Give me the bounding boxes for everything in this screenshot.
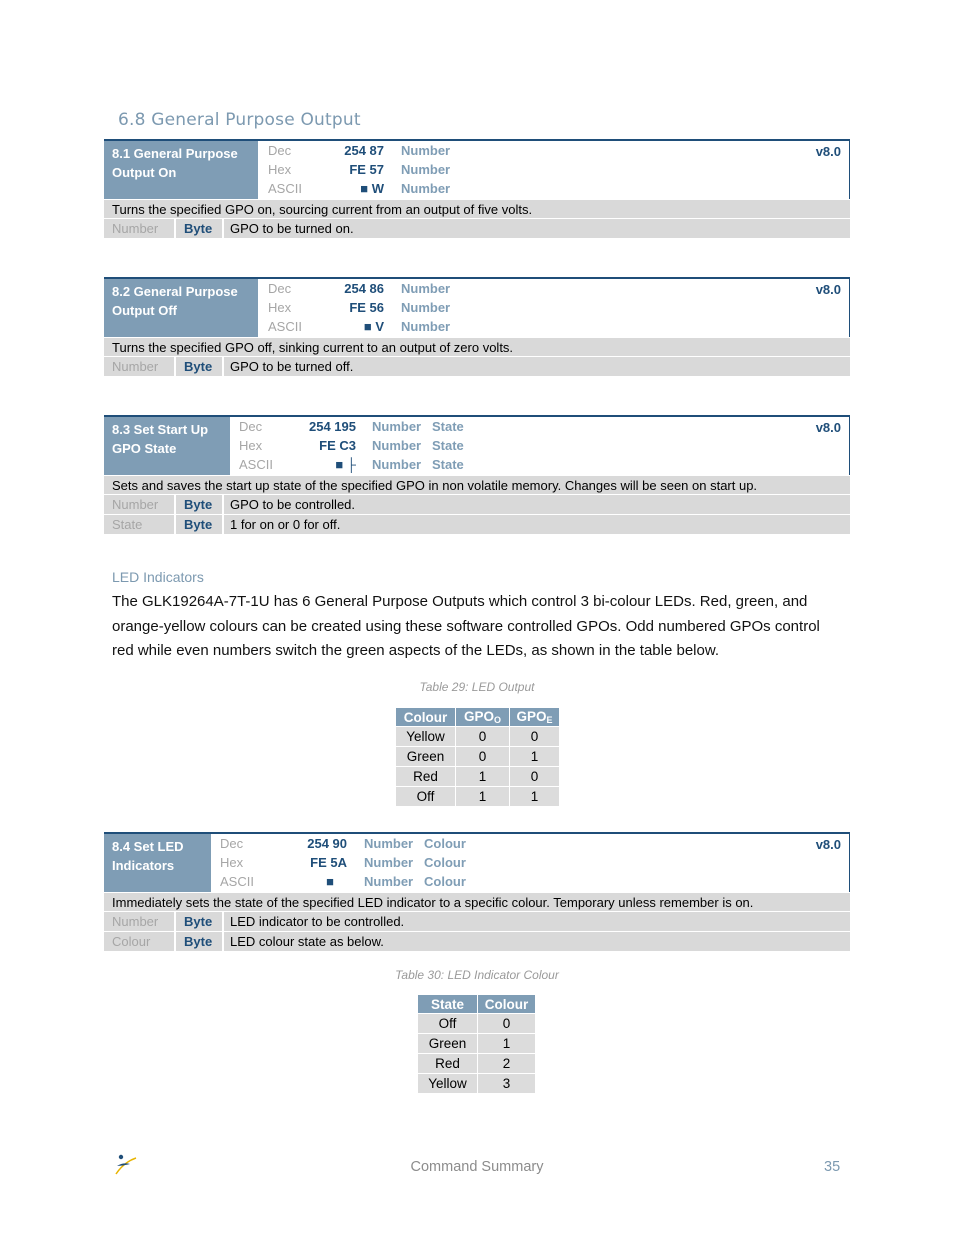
cell: 0 [456,727,510,747]
col-state: State [418,995,478,1014]
param-state: State [432,457,464,472]
footer-title: Command Summary [410,1159,544,1175]
command-header [104,415,850,475]
led-indicators-heading: LED Indicators [112,569,204,585]
command-header [104,277,850,337]
command-block-gpo-on [104,139,850,239]
param-name: State [104,515,176,534]
param-number: Number [372,438,422,453]
header-text: GPO [516,709,547,724]
param-name: Number [104,912,176,931]
cell: Yellow [396,727,456,747]
title-line-2: Output On [112,165,177,180]
param-desc: GPO to be controlled. [230,497,356,512]
col-colour: Colour [478,995,536,1014]
ascii-label: ASCII [220,874,254,889]
title-line-1: 8.3 Set Start Up [112,422,209,437]
param-colour: Colour [424,855,466,870]
param-type: Byte [176,515,224,534]
hex-label: Hex [220,855,244,870]
param-desc: LED colour state as below. [230,934,384,949]
cell: 0 [510,727,560,747]
table-row [396,747,560,767]
cell: Red [418,1054,478,1074]
param-number: Number [401,300,451,315]
command-description: Sets and saves the start up state of the specified GPO in non volatile memory. Changes will be seen on start up. [104,476,850,495]
table-row [418,1054,536,1074]
param-type: Byte [176,357,224,376]
cell: Green [418,1034,478,1054]
param-row [104,515,850,535]
cell: 1 [456,787,510,807]
version-label: v8.0 [815,144,841,159]
param-row [104,219,850,239]
param-number: Number [401,281,451,296]
title-line-2: Output Off [112,303,177,318]
version-label: v8.0 [815,420,841,435]
col-colour [396,708,456,727]
cell: 3 [478,1074,536,1094]
param-desc: GPO to be turned off. [230,359,354,374]
param-number: Number [401,319,451,334]
param-row [104,932,850,952]
hex-label: Hex [268,300,292,315]
param-state: State [432,438,464,453]
version-label: v8.0 [815,282,841,297]
table-row [418,1034,536,1054]
param-name: Number [104,219,176,238]
param-type: Byte [176,495,224,514]
command-header [104,832,850,892]
param-desc: 1 for on or 0 for off. [230,517,341,532]
hex-label: Hex [239,438,263,453]
header-subscript: O [494,715,502,725]
table-row [418,1074,536,1094]
command-header [104,139,850,199]
param-row [104,912,850,932]
cell: Yellow [418,1074,478,1094]
cell: 0 [510,767,560,787]
command-description: Immediately sets the state of the specified LED indicator to a specific colour. Temporary unless remember is on. [104,893,850,912]
command-block-startup-gpo-state [104,415,850,535]
hex-value: FE C3 [319,438,356,453]
title-line-2: GPO State [112,441,177,456]
dec-value: 254 195 [309,419,356,434]
param-number: Number [364,836,414,851]
table-row [396,727,560,747]
param-name: Colour [104,932,176,951]
hex-value: FE 56 [349,300,384,315]
param-name: Number [104,357,176,376]
section-heading: 6.8 General Purpose Output [118,110,361,130]
param-name: Number [104,495,176,514]
cell: 1 [456,767,510,787]
ascii-value: ■ W [360,181,384,196]
led-output-table [395,707,560,807]
param-row [104,357,850,377]
param-type: Byte [176,932,224,951]
cell: Off [418,1014,478,1034]
command-block-set-led-indicators [104,832,850,952]
header-subscript: E [546,715,553,725]
param-number: Number [372,419,422,434]
param-number: Number [401,162,451,177]
command-block-gpo-off [104,277,850,377]
dec-value: 254 90 [307,836,347,851]
ascii-value: ■ [326,874,334,889]
dec-label: Dec [268,143,292,158]
param-colour: Colour [424,874,466,889]
table-30-caption: Table 30: LED Indicator Colour [395,968,559,982]
param-row [104,495,850,515]
param-number: Number [364,855,414,870]
col-gpo-odd [456,708,510,727]
ascii-label: ASCII [239,457,273,472]
param-type: Byte [176,219,224,238]
command-description: Turns the specified GPO on, sourcing current from an output of five volts. [104,200,850,219]
header-text: GPO [463,709,494,724]
cell: 0 [456,747,510,767]
table-row [396,787,560,807]
ascii-value: ■ ├ [335,457,356,472]
hex-value: FE 57 [349,162,384,177]
dec-value: 254 87 [344,143,384,158]
table-row [396,767,560,787]
command-description: Turns the specified GPO off, sinking current to an output of zero volts. [104,338,850,357]
cell: 1 [510,747,560,767]
title-line-1: 8.1 General Purpose [112,146,238,161]
param-number: Number [372,457,422,472]
table-29-caption: Table 29: LED Output [419,680,535,694]
param-number: Number [364,874,414,889]
cell: 1 [478,1034,536,1054]
dec-label: Dec [220,836,244,851]
dec-label: Dec [239,419,263,434]
dec-value: 254 86 [344,281,384,296]
dec-label: Dec [268,281,292,296]
param-number: Number [401,181,451,196]
param-state: State [432,419,464,434]
led-paragraph: The GLK19264A-7T-1U has 6 General Purpose Outputs which control 3 bi-colour LEDs. Red, green, and orange-yellow colours can be created using these software controlled GPOs. Odd numbered GPOs control red while even numbers switch the green aspects of the LEDs, as shown in the table below. [112,593,820,659]
ascii-value: ■ V [363,319,384,334]
param-colour: Colour [424,836,466,851]
hex-label: Hex [268,162,292,177]
col-gpo-even [510,708,560,727]
led-colour-table [417,994,536,1094]
title-line-1: 8.2 General Purpose [112,284,238,299]
param-type: Byte [176,912,224,931]
title-line-1: 8.4 Set LED [112,839,184,854]
title-line-2: Indicators [112,858,175,873]
header-text: Colour [403,709,448,725]
version-label: v8.0 [815,837,841,852]
ascii-label: ASCII [268,319,302,334]
cell: 0 [478,1014,536,1034]
ascii-label: ASCII [268,181,302,196]
param-number: Number [401,143,451,158]
cell: Red [396,767,456,787]
cell: Off [396,787,456,807]
cell: 2 [478,1054,536,1074]
table-row [418,1014,536,1034]
cell: 1 [510,787,560,807]
param-desc: GPO to be turned on. [230,221,354,236]
page-number: 35 [824,1159,841,1175]
hex-value: FE 5A [310,855,347,870]
param-desc: LED indicator to be controlled. [230,914,405,929]
cell: Green [396,747,456,767]
